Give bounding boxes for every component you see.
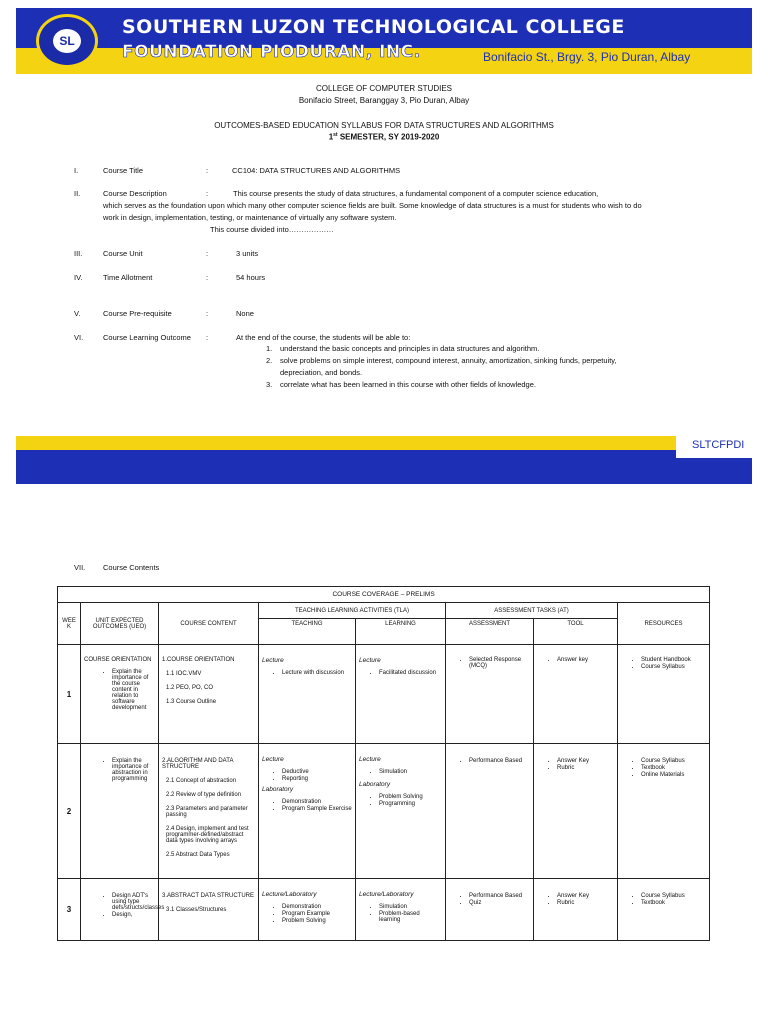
list-item: • Programming — [379, 801, 442, 807]
learning-cell — [356, 645, 446, 744]
outcome-item: understand the basic concepts and principles in data structures and algorithm. — [280, 344, 540, 353]
header-content: COURSE CONTENT — [159, 603, 259, 645]
college-street-address: Bonifacio Street, Baranggay 3, Pio Duran, Albay — [298, 96, 470, 105]
week-number: 2 — [58, 744, 81, 879]
list-item: • Problem-based learning — [379, 911, 442, 923]
desc-line3: work in design, implementation, testing, or maintenance of virtually any software system. — [103, 213, 397, 222]
outcome-num: 1. — [266, 344, 273, 353]
teaching-mode: Lecture — [262, 657, 284, 664]
learning-mode: Laboratory — [359, 781, 391, 788]
section-label: Course Learning Outcome — [103, 333, 191, 342]
ueo-cell — [81, 645, 159, 744]
list-item: • Selected Response (MCQ) — [469, 657, 530, 669]
colon: : — [206, 166, 209, 175]
content-cell — [159, 879, 259, 941]
list-item: • Deductive — [282, 769, 352, 775]
learning-mode: Lecture — [359, 657, 381, 664]
week-number: 1 — [58, 645, 81, 744]
semester-line — [0, 132, 768, 142]
content-item: 3.ABSTRACT DATA STRUCTURE — [162, 893, 255, 899]
time-allotment-value: 54 hours — [236, 273, 266, 282]
section-label: Course Contents — [103, 563, 160, 572]
list-item: • Rubric — [557, 900, 614, 906]
list-item: • Quiz — [469, 900, 530, 906]
outcome-intro: At the end of the course, the students will be able to: — [236, 333, 411, 342]
content-item: 2.3 Parameters and parameter passing — [166, 806, 248, 818]
header-tla: TEACHING LEARNING ACTIVITIES (TLA) — [259, 603, 446, 619]
colon: : — [206, 333, 209, 342]
content-item: 1.COURSE ORIENTATION — [162, 657, 235, 663]
section-label: Course Pre-requisite — [103, 309, 172, 318]
list-item: • Textbook — [641, 900, 706, 906]
colon: : — [206, 309, 209, 318]
college-address: Bonifacio St., Brgy. 3, Pio Duran, Albay — [483, 50, 691, 64]
college-name-line2: FOUNDATION PIODURAN, INC. — [122, 42, 421, 62]
list-item: • Demonstration — [282, 904, 352, 910]
section-label: Course Title — [103, 166, 144, 175]
list-item: • Performance Based — [469, 893, 530, 899]
section-label: Time Allotment — [103, 273, 153, 282]
content-item: 2.ALGORITHM AND DATA STRUCTURE — [162, 758, 234, 770]
outcome-num: 2. — [266, 356, 273, 365]
teaching-mode: Lecture/Laboratory — [262, 891, 317, 898]
header-tool: TOOL — [534, 619, 618, 645]
list-item: • Design, — [112, 912, 155, 918]
header-assessment: ASSESSMENT — [446, 619, 534, 645]
list-item: • Answer Key — [557, 893, 614, 899]
content-item: 2.2 Review of type definition — [166, 792, 242, 798]
list-item: • Lecture with discussion — [282, 670, 352, 676]
header-at: ASSESSMENT TASKS (AT) — [446, 603, 618, 619]
table-row — [58, 645, 710, 744]
header-week: WEE K — [58, 603, 81, 645]
band-yellow — [16, 436, 752, 450]
week-number: 3 — [58, 879, 81, 941]
section-num: V. — [74, 309, 81, 318]
learning-mode: Lecture/Laboratory — [359, 891, 414, 898]
content-item: 3.1 Classes/Structures — [166, 907, 227, 913]
footer-code: SLTCFPDI — [692, 439, 745, 451]
tool-cell — [534, 879, 618, 941]
list-item: • Course Syllabus — [641, 893, 706, 899]
ueo-cell — [81, 744, 159, 879]
page-footer-banner — [16, 436, 752, 484]
list-item: • Reporting — [282, 776, 352, 782]
course-coverage-table — [57, 586, 710, 941]
list-item: • Performance Based — [469, 758, 530, 764]
list-item: • Course Syllabus — [641, 758, 706, 764]
header-learning: LEARNING — [356, 619, 446, 645]
list-item: • Answer Key — [557, 758, 614, 764]
table-caption: COURSE COVERAGE – PRELIMS — [58, 587, 710, 603]
list-item: • Simulation — [379, 769, 442, 775]
list-item: • Program Example — [282, 911, 352, 917]
band-blue — [16, 450, 752, 484]
section-label: Course Unit — [103, 249, 143, 258]
semester-text: SEMESTER, SY 2019-2020 — [337, 132, 440, 142]
table-row — [58, 879, 710, 941]
outcome-item: correlate what has been learned in this course with other fields of knowledge. — [280, 380, 536, 389]
list-item: • Online Materials — [641, 772, 706, 778]
list-item: • Facilitated discussion — [379, 670, 442, 676]
assessment-cell — [446, 879, 534, 941]
section-num: VI. — [74, 333, 84, 342]
college-name-line1: SOUTHERN LUZON TECHNOLOGICAL COLLEGE — [122, 16, 625, 38]
college-header-banner — [16, 8, 752, 74]
section-num: VII. — [74, 563, 86, 572]
list-item: • Textbook — [641, 765, 706, 771]
teaching-cell — [259, 645, 356, 744]
resources-cell — [618, 744, 710, 879]
syllabus-title: OUTCOMES-BASED EDUCATION SYLLABUS FOR DATA STRUCTURES AND ALGORITHMS — [214, 121, 554, 130]
desc-line4: This course divided into……………… — [210, 225, 334, 234]
desc-line1: This course presents the study of data structures, a fundamental component of a computer science education, — [233, 189, 599, 198]
list-item: • Problem Solving — [282, 918, 352, 924]
content-item: 2.4 Design, implement and test programmer-defined/abstract data types involving arrays — [166, 826, 249, 844]
list-item: • Answer key — [557, 657, 614, 663]
college-seal-logo — [36, 14, 98, 68]
assessment-cell — [446, 744, 534, 879]
resources-cell — [618, 645, 710, 744]
teaching-cell — [259, 879, 356, 941]
list-item: • Explain the importance of the course content in relation to software development — [112, 669, 155, 711]
colon: : — [206, 273, 209, 282]
tool-cell — [534, 645, 618, 744]
teaching-cell — [259, 744, 356, 879]
list-item: • Simulation — [379, 904, 442, 910]
list-item: • Design ADT's using type defs/structs/classes — [112, 893, 155, 911]
list-item: • Demonstration — [282, 799, 352, 805]
header-ueo: UNIT EXPECTED OUTCOMES (UEO) — [81, 603, 159, 645]
content-item: 1.2 PEO, PO, CO — [166, 685, 214, 691]
college-dept: COLLEGE OF COMPUTER STUDIES — [315, 84, 453, 93]
colon: : — [206, 249, 209, 258]
list-item: • Program Sample Exercise — [282, 806, 352, 812]
teaching-mode: Laboratory — [262, 786, 294, 793]
semester-suffix: st — [333, 132, 338, 138]
tool-cell — [534, 744, 618, 879]
seal-monogram: SL — [53, 29, 81, 53]
prereq-value: None — [236, 309, 254, 318]
content-cell — [159, 645, 259, 744]
header-resources: RESOURCES — [618, 603, 710, 645]
list-item: • Student Handbook — [641, 657, 706, 663]
list-item: • Problem Solving — [379, 794, 442, 800]
outcome-num: 3. — [266, 380, 273, 389]
ueo-cell — [81, 879, 165, 941]
course-unit-value: 3 units — [236, 249, 259, 258]
resources-cell — [618, 879, 710, 941]
learning-cell — [356, 744, 446, 879]
list-item: • Course Syllabus — [641, 664, 706, 670]
desc-line2: which serves as the foundation upon which many other computer science fields are built. Some knowledge of data structures is a must for students who wish to do — [103, 201, 642, 210]
semester-number: 1 — [328, 132, 334, 142]
section-num: III. — [74, 249, 83, 258]
teaching-mode: Lecture — [262, 756, 284, 763]
section-num: II. — [74, 189, 81, 198]
learning-cell — [356, 879, 446, 941]
header-teaching: TEACHING — [259, 619, 356, 645]
assessment-cell — [446, 645, 534, 744]
outcome-item: depreciation, and bonds. — [280, 368, 363, 377]
list-item: • Rubric — [557, 765, 614, 771]
course-title-value: CC104: DATA STRUCTURES AND ALGORITHMS — [232, 166, 401, 175]
table-row — [58, 744, 710, 879]
learning-mode: Lecture — [359, 756, 381, 763]
outcome-item: solve problems on simple interest, compound interest, annuity, amortization, sinking funds, perpetuity, — [280, 356, 617, 365]
section-label: Course Description — [103, 189, 167, 198]
content-cell — [159, 744, 259, 879]
ueo-heading: COURSE ORIENTATION — [84, 657, 152, 663]
content-item: 2.5 Abstract Data Types — [166, 852, 230, 858]
list-item: • Explain the importance of abstraction in programming — [112, 758, 155, 782]
colon: : — [206, 189, 209, 198]
content-item: 1.3 Course Outline — [166, 699, 217, 705]
section-num: I. — [74, 166, 79, 175]
section-num: IV. — [74, 273, 83, 282]
content-item: 2.1 Concept of abstraction — [166, 778, 237, 784]
content-item: 1.1 IOC.VMV — [166, 671, 202, 677]
